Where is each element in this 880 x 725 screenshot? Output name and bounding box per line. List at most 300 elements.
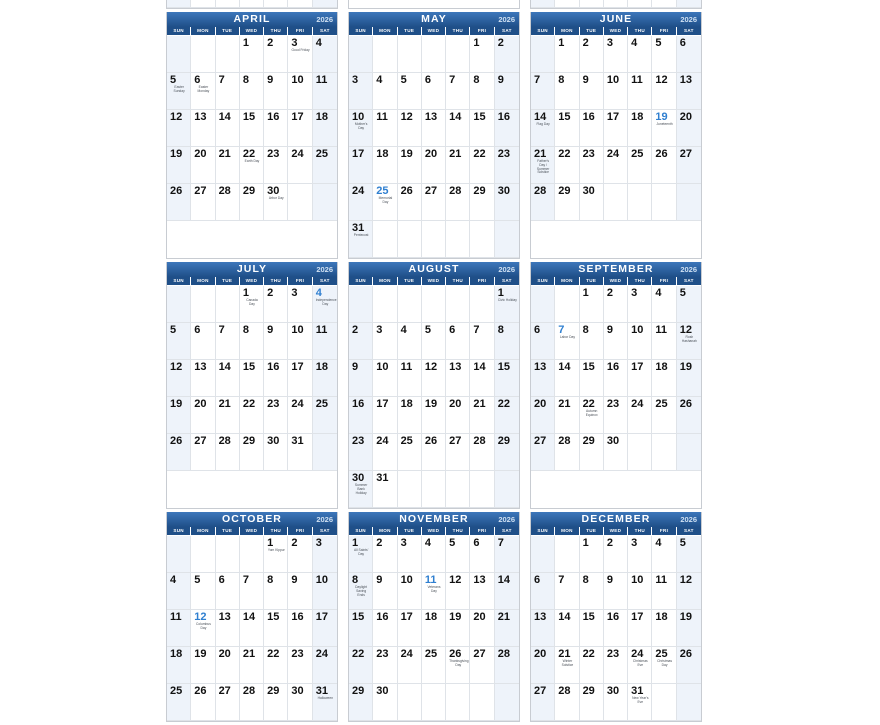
day-cell[interactable] [349, 323, 373, 360]
day-cell[interactable] [373, 397, 397, 434]
day-cell[interactable] [398, 73, 422, 110]
day-cell[interactable] [531, 573, 555, 610]
day-cell[interactable] [349, 536, 373, 573]
day-cell[interactable] [191, 647, 215, 684]
day-cell[interactable] [628, 0, 652, 8]
day-cell[interactable] [652, 434, 676, 471]
day-cell[interactable] [470, 684, 494, 721]
day-cell[interactable] [531, 434, 555, 471]
day-cell[interactable] [349, 397, 373, 434]
day-cell[interactable] [349, 471, 373, 508]
day-cell[interactable] [398, 434, 422, 471]
day-cell[interactable] [495, 647, 519, 684]
day-cell[interactable] [604, 184, 628, 221]
day-cell[interactable] [288, 147, 312, 184]
day-cell[interactable] [531, 684, 555, 721]
day-cell[interactable] [604, 73, 628, 110]
day-cell[interactable] [398, 221, 422, 258]
day-cell[interactable] [216, 286, 240, 323]
day-cell[interactable] [628, 397, 652, 434]
day-cell[interactable] [191, 397, 215, 434]
day-cell[interactable] [555, 73, 579, 110]
day-cell[interactable] [167, 323, 191, 360]
day-cell[interactable] [604, 360, 628, 397]
day-cell[interactable] [628, 434, 652, 471]
day-cell[interactable] [167, 36, 191, 73]
day-cell[interactable] [240, 573, 264, 610]
day-cell[interactable] [628, 36, 652, 73]
day-cell[interactable] [373, 73, 397, 110]
day-cell[interactable] [604, 286, 628, 323]
day-cell[interactable] [446, 434, 470, 471]
day-cell[interactable] [677, 684, 701, 721]
day-cell[interactable] [398, 110, 422, 147]
day-cell[interactable] [191, 73, 215, 110]
day-cell[interactable] [652, 184, 676, 221]
day-cell[interactable] [373, 610, 397, 647]
day-cell[interactable] [313, 0, 337, 8]
day-cell[interactable] [349, 610, 373, 647]
day-cell[interactable] [288, 286, 312, 323]
day-cell[interactable] [216, 434, 240, 471]
day-cell[interactable] [470, 221, 494, 258]
day-cell[interactable] [422, 36, 446, 73]
day-cell[interactable] [604, 434, 628, 471]
day-cell[interactable] [604, 323, 628, 360]
day-cell[interactable] [446, 610, 470, 647]
day-cell[interactable] [677, 0, 701, 8]
day-cell[interactable] [313, 286, 337, 323]
day-cell[interactable] [495, 471, 519, 508]
day-cell[interactable] [677, 397, 701, 434]
day-cell[interactable] [191, 360, 215, 397]
day-cell[interactable] [580, 323, 604, 360]
day-cell[interactable] [240, 147, 264, 184]
day-cell[interactable] [313, 397, 337, 434]
day-cell[interactable] [264, 110, 288, 147]
day-cell[interactable] [677, 573, 701, 610]
day-cell[interactable] [264, 184, 288, 221]
day-cell[interactable] [677, 286, 701, 323]
day-cell[interactable] [216, 36, 240, 73]
day-cell[interactable] [167, 434, 191, 471]
day-cell[interactable] [470, 610, 494, 647]
day-cell[interactable] [288, 434, 312, 471]
day-cell[interactable] [580, 397, 604, 434]
day-cell[interactable] [580, 610, 604, 647]
day-cell[interactable] [555, 573, 579, 610]
day-cell[interactable] [677, 434, 701, 471]
day-cell[interactable] [604, 573, 628, 610]
day-cell[interactable] [288, 610, 312, 647]
day-cell[interactable] [495, 684, 519, 721]
day-cell[interactable] [349, 434, 373, 471]
day-cell[interactable] [264, 73, 288, 110]
day-cell[interactable] [555, 360, 579, 397]
day-cell[interactable] [422, 73, 446, 110]
day-cell[interactable] [531, 147, 555, 184]
day-cell[interactable] [555, 323, 579, 360]
day-cell[interactable] [604, 647, 628, 684]
day-cell[interactable] [604, 610, 628, 647]
day-cell[interactable] [313, 536, 337, 573]
day-cell[interactable] [216, 323, 240, 360]
day-cell[interactable] [373, 36, 397, 73]
day-cell[interactable] [288, 323, 312, 360]
day-cell[interactable] [555, 286, 579, 323]
day-cell[interactable] [240, 286, 264, 323]
day-cell[interactable] [628, 184, 652, 221]
day-cell[interactable] [446, 36, 470, 73]
day-cell[interactable] [216, 110, 240, 147]
day-cell[interactable] [422, 573, 446, 610]
day-cell[interactable] [652, 323, 676, 360]
day-cell[interactable] [191, 110, 215, 147]
day-cell[interactable] [422, 684, 446, 721]
day-cell[interactable] [531, 323, 555, 360]
day-cell[interactable] [191, 323, 215, 360]
day-cell[interactable] [373, 360, 397, 397]
day-cell[interactable] [216, 536, 240, 573]
day-cell[interactable] [313, 323, 337, 360]
day-cell[interactable] [422, 647, 446, 684]
day-cell[interactable] [555, 147, 579, 184]
day-cell[interactable] [470, 397, 494, 434]
day-cell[interactable] [652, 286, 676, 323]
day-cell[interactable] [470, 471, 494, 508]
day-cell[interactable] [216, 573, 240, 610]
day-cell[interactable] [288, 573, 312, 610]
day-cell[interactable] [446, 323, 470, 360]
day-cell[interactable] [495, 147, 519, 184]
day-cell[interactable] [167, 360, 191, 397]
day-cell[interactable] [167, 73, 191, 110]
day-cell[interactable] [495, 323, 519, 360]
day-cell[interactable] [446, 221, 470, 258]
day-cell[interactable] [495, 73, 519, 110]
day-cell[interactable] [288, 647, 312, 684]
day-cell[interactable] [313, 73, 337, 110]
day-cell[interactable] [677, 323, 701, 360]
day-cell[interactable] [349, 73, 373, 110]
day-cell[interactable] [555, 0, 579, 8]
day-cell[interactable] [531, 397, 555, 434]
day-cell[interactable] [446, 286, 470, 323]
day-cell[interactable] [580, 286, 604, 323]
day-cell[interactable] [288, 0, 312, 8]
day-cell[interactable] [495, 36, 519, 73]
day-cell[interactable] [628, 573, 652, 610]
day-cell[interactable] [191, 286, 215, 323]
day-cell[interactable] [628, 110, 652, 147]
day-cell[interactable] [580, 573, 604, 610]
day-cell[interactable] [580, 434, 604, 471]
day-cell[interactable] [373, 110, 397, 147]
day-cell[interactable] [373, 184, 397, 221]
day-cell[interactable] [398, 610, 422, 647]
day-cell[interactable] [495, 221, 519, 258]
day-cell[interactable] [446, 147, 470, 184]
day-cell[interactable] [628, 647, 652, 684]
day-cell[interactable] [313, 36, 337, 73]
day-cell[interactable] [580, 110, 604, 147]
day-cell[interactable] [422, 434, 446, 471]
day-cell[interactable] [652, 36, 676, 73]
day-cell[interactable] [349, 360, 373, 397]
day-cell[interactable] [349, 286, 373, 323]
day-cell[interactable] [555, 110, 579, 147]
day-cell[interactable] [495, 286, 519, 323]
day-cell[interactable] [580, 647, 604, 684]
day-cell[interactable] [313, 573, 337, 610]
day-cell[interactable] [446, 397, 470, 434]
day-cell[interactable] [264, 684, 288, 721]
day-cell[interactable] [398, 536, 422, 573]
day-cell[interactable] [373, 323, 397, 360]
day-cell[interactable] [470, 110, 494, 147]
day-cell[interactable] [264, 434, 288, 471]
day-cell[interactable] [446, 536, 470, 573]
day-cell[interactable] [531, 647, 555, 684]
day-cell[interactable] [604, 110, 628, 147]
day-cell[interactable] [398, 684, 422, 721]
day-cell[interactable] [240, 684, 264, 721]
day-cell[interactable] [191, 573, 215, 610]
day-cell[interactable] [264, 0, 288, 8]
day-cell[interactable] [470, 536, 494, 573]
day-cell[interactable] [604, 536, 628, 573]
day-cell[interactable] [422, 397, 446, 434]
day-cell[interactable] [495, 610, 519, 647]
day-cell[interactable] [652, 536, 676, 573]
day-cell[interactable] [264, 286, 288, 323]
day-cell[interactable] [264, 147, 288, 184]
day-cell[interactable] [580, 36, 604, 73]
day-cell[interactable] [349, 684, 373, 721]
day-cell[interactable] [495, 110, 519, 147]
day-cell[interactable] [470, 36, 494, 73]
day-cell[interactable] [422, 471, 446, 508]
day-cell[interactable] [470, 184, 494, 221]
day-cell[interactable] [313, 147, 337, 184]
day-cell[interactable] [628, 360, 652, 397]
day-cell[interactable] [422, 184, 446, 221]
day-cell[interactable] [652, 360, 676, 397]
day-cell[interactable] [167, 573, 191, 610]
day-cell[interactable] [531, 536, 555, 573]
day-cell[interactable] [288, 73, 312, 110]
day-cell[interactable] [555, 536, 579, 573]
day-cell[interactable] [422, 610, 446, 647]
day-cell[interactable] [580, 536, 604, 573]
day-cell[interactable] [398, 184, 422, 221]
day-cell[interactable] [349, 36, 373, 73]
day-cell[interactable] [677, 147, 701, 184]
day-cell[interactable] [264, 647, 288, 684]
day-cell[interactable] [167, 610, 191, 647]
day-cell[interactable] [264, 536, 288, 573]
day-cell[interactable] [240, 610, 264, 647]
day-cell[interactable] [604, 397, 628, 434]
day-cell[interactable] [604, 147, 628, 184]
day-cell[interactable] [604, 0, 628, 8]
day-cell[interactable] [398, 286, 422, 323]
day-cell[interactable] [373, 434, 397, 471]
day-cell[interactable] [398, 573, 422, 610]
day-cell[interactable] [652, 684, 676, 721]
day-cell[interactable] [652, 147, 676, 184]
day-cell[interactable] [216, 610, 240, 647]
day-cell[interactable] [288, 36, 312, 73]
day-cell[interactable] [167, 110, 191, 147]
day-cell[interactable] [191, 147, 215, 184]
day-cell[interactable] [446, 360, 470, 397]
day-cell[interactable] [167, 286, 191, 323]
day-cell[interactable] [652, 573, 676, 610]
day-cell[interactable] [531, 286, 555, 323]
day-cell[interactable] [470, 286, 494, 323]
day-cell[interactable] [470, 360, 494, 397]
day-cell[interactable] [422, 323, 446, 360]
day-cell[interactable] [240, 647, 264, 684]
day-cell[interactable] [580, 360, 604, 397]
day-cell[interactable] [240, 0, 264, 8]
day-cell[interactable] [422, 110, 446, 147]
day-cell[interactable] [349, 110, 373, 147]
day-cell[interactable] [288, 110, 312, 147]
day-cell[interactable] [446, 184, 470, 221]
day-cell[interactable] [531, 0, 555, 8]
day-cell[interactable] [167, 684, 191, 721]
day-cell[interactable] [216, 147, 240, 184]
day-cell[interactable] [167, 397, 191, 434]
day-cell[interactable] [580, 73, 604, 110]
day-cell[interactable] [167, 536, 191, 573]
day-cell[interactable] [373, 536, 397, 573]
day-cell[interactable] [240, 434, 264, 471]
day-cell[interactable] [216, 684, 240, 721]
day-cell[interactable] [677, 184, 701, 221]
day-cell[interactable] [349, 184, 373, 221]
day-cell[interactable] [373, 647, 397, 684]
day-cell[interactable] [313, 184, 337, 221]
day-cell[interactable] [398, 147, 422, 184]
day-cell[interactable] [470, 434, 494, 471]
day-cell[interactable] [216, 184, 240, 221]
day-cell[interactable] [373, 684, 397, 721]
day-cell[interactable] [240, 36, 264, 73]
day-cell[interactable] [446, 573, 470, 610]
day-cell[interactable] [495, 184, 519, 221]
day-cell[interactable] [446, 647, 470, 684]
day-cell[interactable] [264, 573, 288, 610]
day-cell[interactable] [495, 360, 519, 397]
day-cell[interactable] [240, 73, 264, 110]
day-cell[interactable] [191, 684, 215, 721]
day-cell[interactable] [604, 684, 628, 721]
day-cell[interactable] [628, 323, 652, 360]
day-cell[interactable] [652, 610, 676, 647]
day-cell[interactable] [313, 684, 337, 721]
day-cell[interactable] [555, 184, 579, 221]
day-cell[interactable] [264, 610, 288, 647]
day-cell[interactable] [446, 110, 470, 147]
day-cell[interactable] [555, 434, 579, 471]
day-cell[interactable] [422, 221, 446, 258]
day-cell[interactable] [531, 610, 555, 647]
day-cell[interactable] [580, 184, 604, 221]
day-cell[interactable] [191, 36, 215, 73]
day-cell[interactable] [652, 647, 676, 684]
day-cell[interactable] [677, 73, 701, 110]
day-cell[interactable] [580, 684, 604, 721]
day-cell[interactable] [604, 36, 628, 73]
day-cell[interactable] [373, 221, 397, 258]
day-cell[interactable] [580, 0, 604, 8]
day-cell[interactable] [628, 684, 652, 721]
day-cell[interactable] [373, 147, 397, 184]
day-cell[interactable] [167, 147, 191, 184]
day-cell[interactable] [216, 647, 240, 684]
day-cell[interactable] [555, 610, 579, 647]
day-cell[interactable] [677, 647, 701, 684]
day-cell[interactable] [555, 684, 579, 721]
day-cell[interactable] [288, 397, 312, 434]
day-cell[interactable] [555, 647, 579, 684]
day-cell[interactable] [264, 360, 288, 397]
day-cell[interactable] [167, 0, 191, 8]
day-cell[interactable] [398, 323, 422, 360]
day-cell[interactable] [470, 73, 494, 110]
day-cell[interactable] [422, 360, 446, 397]
day-cell[interactable] [495, 536, 519, 573]
day-cell[interactable] [191, 536, 215, 573]
day-cell[interactable] [422, 286, 446, 323]
day-cell[interactable] [677, 36, 701, 73]
day-cell[interactable] [216, 0, 240, 8]
day-cell[interactable] [628, 536, 652, 573]
day-cell[interactable] [191, 184, 215, 221]
day-cell[interactable] [422, 536, 446, 573]
day-cell[interactable] [580, 147, 604, 184]
day-cell[interactable] [288, 536, 312, 573]
day-cell[interactable] [422, 147, 446, 184]
day-cell[interactable] [628, 610, 652, 647]
day-cell[interactable] [446, 471, 470, 508]
day-cell[interactable] [264, 323, 288, 360]
day-cell[interactable] [495, 397, 519, 434]
day-cell[interactable] [531, 110, 555, 147]
day-cell[interactable] [240, 397, 264, 434]
day-cell[interactable] [446, 684, 470, 721]
day-cell[interactable] [240, 323, 264, 360]
day-cell[interactable] [349, 147, 373, 184]
day-cell[interactable] [349, 573, 373, 610]
day-cell[interactable] [288, 360, 312, 397]
day-cell[interactable] [167, 184, 191, 221]
day-cell[interactable] [240, 110, 264, 147]
day-cell[interactable] [652, 397, 676, 434]
day-cell[interactable] [313, 110, 337, 147]
day-cell[interactable] [240, 536, 264, 573]
day-cell[interactable] [349, 221, 373, 258]
day-cell[interactable] [531, 73, 555, 110]
day-cell[interactable] [373, 471, 397, 508]
day-cell[interactable] [191, 0, 215, 8]
day-cell[interactable] [398, 360, 422, 397]
day-cell[interactable] [677, 536, 701, 573]
day-cell[interactable] [191, 434, 215, 471]
